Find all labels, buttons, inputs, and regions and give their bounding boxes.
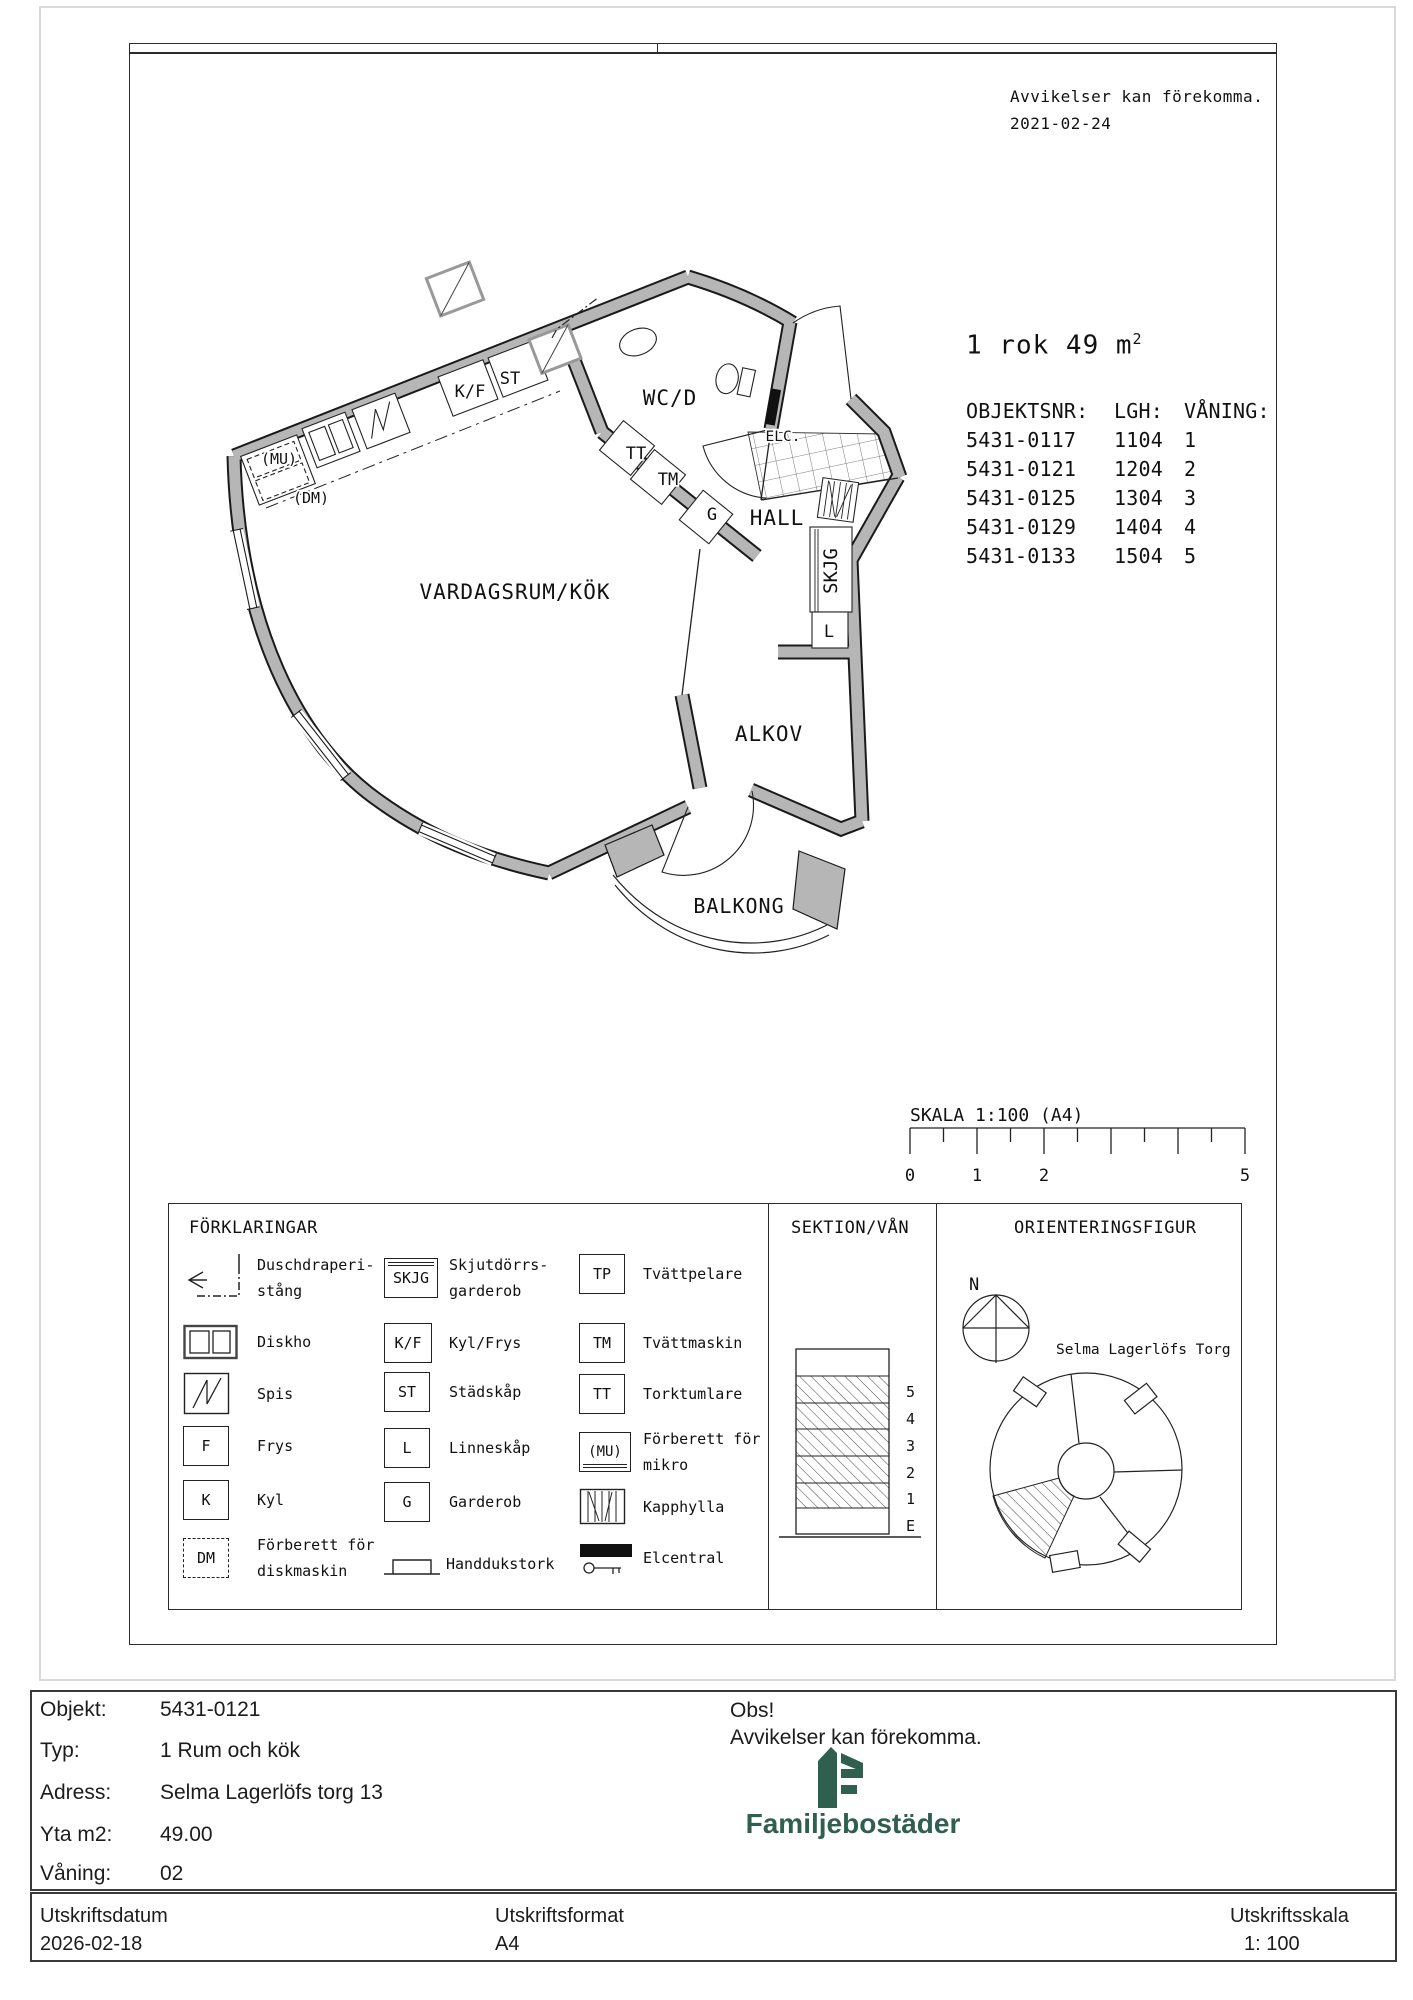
info-label: Typ: [40, 1739, 80, 1762]
label-l: L [823, 622, 835, 642]
legend-item-duschdraperistang [183, 1250, 374, 1306]
table-cell: 1404 [1114, 514, 1163, 539]
toilet-icon [713, 362, 755, 399]
legend-label: Spis [257, 1385, 294, 1403]
floor-2: 2 [906, 1464, 916, 1482]
scale-bar [893, 1093, 1255, 1188]
floor-3: 3 [906, 1437, 916, 1455]
floor-numbers [906, 1383, 915, 1535]
info-label: Objekt: [40, 1698, 107, 1721]
label-skjg: SKJG [820, 548, 842, 594]
elcentral-legend-icon [579, 1538, 643, 1578]
footer-col-scale [1230, 1902, 1349, 1958]
disclaimer-date: 2021-02-24 [1010, 114, 1112, 133]
band-divider-2 [936, 1204, 937, 1609]
table-cell: 1504 [1114, 543, 1163, 568]
legend-label: Förberett för [643, 1430, 761, 1448]
legend-label: Duschdraperi- [257, 1256, 375, 1274]
footer-col-date [40, 1902, 168, 1958]
table-cell: 5431-0133 [966, 543, 1077, 568]
legend-item-spis [183, 1372, 293, 1416]
table-cell: 5 [1184, 543, 1197, 568]
room-label-hall: HALL [749, 506, 805, 530]
label-kf: K/F [454, 382, 486, 402]
col-header-objektsnr: OBJEKTSNR: [966, 398, 1089, 423]
apartment-info [966, 330, 1294, 571]
footer-value: A4 [495, 1933, 520, 1955]
orientering-drawing [941, 1251, 1236, 1603]
disclaimer-block [1010, 83, 1263, 137]
legend-item-frys [183, 1426, 293, 1466]
room-label-wcd: WC/D [642, 386, 698, 410]
floor-1: 1 [906, 1490, 916, 1508]
scale-label: SKALA 1:100 (A4) [910, 1105, 1084, 1126]
g-box-icon: G [384, 1482, 430, 1522]
disclaimer-text: Avvikelser kan förekomma. [1010, 87, 1264, 106]
scale-tick-2: 2 [1038, 1166, 1050, 1186]
legend-label: Diskho [257, 1333, 312, 1351]
table-cell: 5431-0117 [966, 427, 1077, 452]
room-label-alkov: ALKOV [734, 722, 804, 746]
washbasin-icon [616, 323, 661, 361]
floor-5: 5 [906, 1383, 916, 1401]
footer-label: Utskriftsdatum [40, 1905, 168, 1927]
legend-label: Tvättmaskin [643, 1334, 743, 1352]
dm-box-icon: DM [183, 1538, 229, 1578]
scale-numbers [905, 1166, 1250, 1186]
legend-item-kylfrys [384, 1323, 521, 1363]
scale-tick-1: 1 [971, 1166, 983, 1186]
table-cell: 1304 [1114, 485, 1163, 510]
scale-ruler [910, 1128, 1245, 1154]
legend-item-torktumlare [579, 1374, 742, 1414]
table-cell: 1 [1184, 427, 1197, 452]
legend-label: Städskåp [449, 1383, 522, 1401]
brand-wordmark: Familjebostäder [745, 1808, 961, 1839]
place-label: Selma Lagerlöfs Torg [1056, 1342, 1231, 1358]
floorplan-drawing [190, 240, 920, 980]
table-cell: 4 [1184, 514, 1197, 539]
table-cell: 5431-0121 [966, 456, 1077, 481]
footer-label: Utskriftsskala [1230, 1905, 1349, 1927]
col-header-lgh: LGH: [1114, 398, 1163, 423]
floor-4: 4 [906, 1410, 916, 1428]
col-header-vaning: VÅNING: [1184, 398, 1270, 423]
info-value: 1 Rum och kök [160, 1739, 301, 1762]
obs-line1: Obs! [730, 1699, 775, 1722]
sektion-title: SEKTION/VÅN [791, 1218, 910, 1238]
legend-band [168, 1203, 1242, 1610]
frame-titleblock-line [129, 52, 1276, 54]
legend-label: Tvättpelare [643, 1265, 743, 1283]
legend-label: Frys [257, 1437, 294, 1455]
north-compass-icon [963, 1295, 1029, 1363]
label-mu: (MU) [260, 450, 298, 468]
label-g: G [706, 505, 718, 525]
label-tm: TM [657, 470, 679, 490]
legend-item-elcentral [579, 1538, 724, 1578]
legend-item-stadskap [384, 1372, 521, 1412]
table-cell: 5431-0125 [966, 485, 1077, 510]
legend-label: Kapphylla [643, 1498, 725, 1516]
print-footer [30, 1892, 1397, 1962]
tp-box-icon: TP [579, 1254, 625, 1294]
legend-label: Torktumlare [643, 1385, 743, 1403]
legend-item-kapphylla [579, 1488, 724, 1526]
legend-item-skjg [384, 1252, 548, 1304]
kyl-box-icon: K [183, 1480, 229, 1520]
info-value: 02 [160, 1862, 184, 1885]
l-box-icon: L [384, 1428, 430, 1468]
footer-value: 1: 100 [1244, 1933, 1300, 1955]
objekt-table [966, 397, 1294, 571]
label-st: ST [499, 369, 521, 389]
info-label: Våning: [40, 1862, 112, 1885]
legend-label: Elcentral [643, 1549, 725, 1567]
kf-box-icon: K/F [384, 1323, 432, 1363]
object-info-table [30, 1690, 1397, 1891]
apartment-title: 1 rok 49 $m^2$ [966, 330, 1143, 361]
table-cell: 1104 [1114, 427, 1163, 452]
label-dm: (DM) [292, 489, 330, 507]
sink-legend-icon [183, 1323, 257, 1361]
legend-item-garderob [384, 1482, 521, 1522]
building-orientation-figure [990, 1373, 1182, 1572]
room-label-vardagsrum: VARDAGSRUM/KÖK [419, 580, 611, 604]
legend-item-diskmaskin [183, 1532, 374, 1584]
mu-box-icon: (MU) [579, 1432, 631, 1472]
scale-tick-0: 0 [904, 1166, 916, 1186]
legend-item-handdukstork [381, 1550, 554, 1578]
legend-label: mikro [643, 1456, 689, 1474]
skjg-box-icon: SKJG [384, 1258, 438, 1298]
coat-shelf-icon [579, 1488, 643, 1526]
towel-rail-icon [381, 1550, 446, 1578]
label-elc: ELC. [765, 429, 801, 445]
kitchen-cabinets [241, 341, 560, 508]
legend-label: Garderob [449, 1493, 522, 1511]
scale-tick-5: 5 [1239, 1166, 1251, 1186]
footer-label: Utskriftsformat [495, 1905, 624, 1927]
legend-label: Linneskåp [449, 1439, 531, 1457]
legend-item-kyl [183, 1480, 284, 1520]
legend-label: stång [257, 1282, 303, 1300]
legend-item-linneskap [384, 1428, 530, 1468]
legend-item-diskho [183, 1323, 311, 1361]
label-tt: TT [625, 444, 647, 464]
wall-casing [234, 277, 900, 873]
orientering-title: ORIENTERINGSFIGUR [1014, 1218, 1197, 1238]
table-cell: 1204 [1114, 456, 1163, 481]
legend-label: Skjutdörrs- [449, 1256, 549, 1274]
sektion-drawing [771, 1341, 931, 1553]
info-label: Yta m2: [40, 1823, 113, 1846]
legend-label: Kyl/Frys [449, 1334, 522, 1352]
legend-label: Kyl [257, 1491, 285, 1509]
balcony [605, 825, 845, 953]
shower-curtain-rail-icon [183, 1250, 257, 1306]
legend-item-mikro [579, 1426, 760, 1478]
legend-label: Förberett för [257, 1536, 375, 1554]
obs-line2: Avvikelser kan förekomma. [730, 1726, 982, 1749]
table-cell: 2 [1184, 456, 1197, 481]
room-label-balkong: BALKONG [693, 894, 785, 918]
tm-box-icon: TM [579, 1323, 625, 1363]
info-value: 49.00 [160, 1823, 213, 1846]
frame-titleblock-divider [657, 43, 658, 52]
footer-col-format [495, 1902, 624, 1958]
north-label: N [969, 1275, 980, 1295]
legend-label: diskmaskin [257, 1562, 348, 1580]
band-divider-1 [768, 1204, 769, 1609]
legend-label: Handdukstork [446, 1555, 555, 1573]
legend-title: FÖRKLARINGAR [189, 1218, 318, 1238]
obs-note [730, 1697, 982, 1751]
info-value: 5431-0121 [160, 1698, 261, 1721]
table-cell: 3 [1184, 485, 1197, 510]
legend-label: garderob [449, 1282, 522, 1300]
st-box-icon: ST [384, 1372, 430, 1412]
familjebostader-logo-icon [815, 1744, 867, 1810]
frys-box-icon: F [183, 1426, 229, 1466]
info-value: Selma Lagerlöfs torg 13 [160, 1781, 383, 1804]
table-cell: 5431-0129 [966, 514, 1077, 539]
legend-item-tvattpelare [579, 1254, 742, 1294]
footer-value: 2026-02-18 [40, 1933, 143, 1955]
floor-e: E [906, 1517, 916, 1535]
legend-item-tvattmaskin [579, 1323, 742, 1363]
tt-box-icon: TT [579, 1374, 625, 1414]
info-label: Adress: [40, 1781, 112, 1804]
stove-legend-icon [183, 1372, 257, 1416]
wall-core [234, 277, 900, 873]
squared-sup: 2 [1132, 330, 1143, 348]
